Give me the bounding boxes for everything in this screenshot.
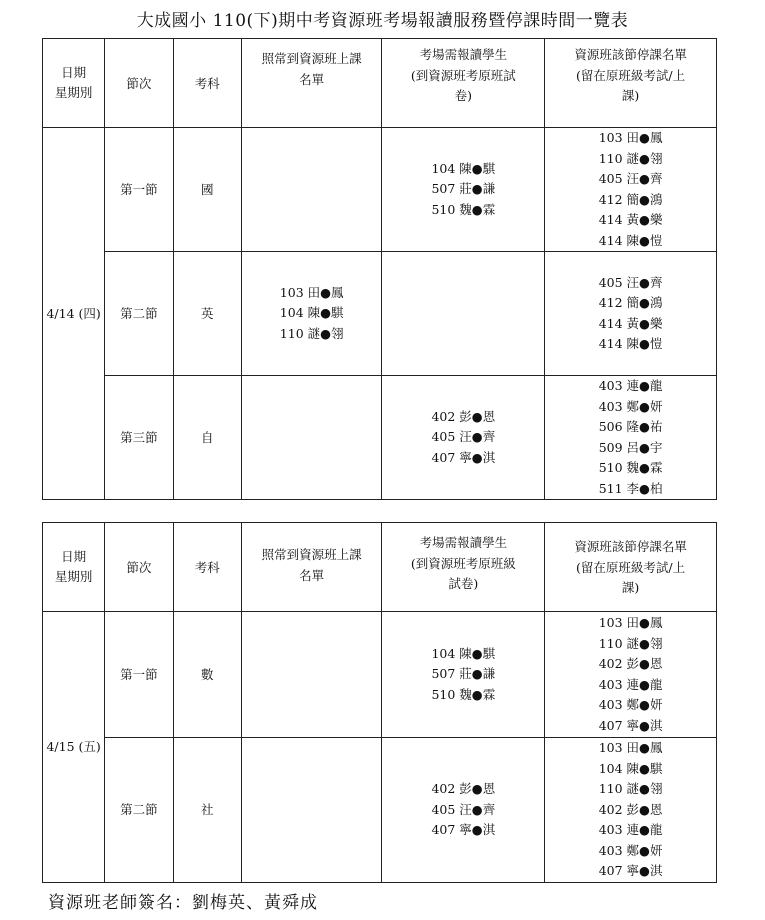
header-row (43, 39, 717, 128)
header-regular-lines (245, 49, 379, 90)
schedule-table-day2 (42, 522, 717, 883)
table-row (43, 738, 717, 883)
period-cell: 第一節 (105, 612, 173, 738)
header-regular (241, 39, 382, 128)
list-item: 402 彭●恩 (431, 781, 496, 796)
list-item: 407 寧●淇 (431, 449, 496, 465)
list-item: 403 鄭●妍 (598, 842, 663, 858)
period-cell: 第三節 (105, 376, 173, 500)
subject-cell: 英 (173, 252, 241, 376)
list-item: 104 陳●騏 (431, 645, 496, 661)
list-item: 104 陳●騏 (279, 305, 344, 321)
list-item: 412 簡●鴻 (598, 295, 663, 310)
list-item: 星期別 (54, 569, 93, 584)
list-item: 507 莊●謙 (431, 666, 496, 682)
list-item: 403 連●龍 (598, 378, 663, 393)
list-item: 402 彭●恩 (431, 408, 496, 424)
header-date-lines (46, 547, 101, 588)
header-date-lines (46, 63, 101, 104)
list-item: 照常到資源班上課 (261, 51, 362, 66)
header-stop (545, 39, 717, 128)
list-item: 405 汪●齊 (431, 429, 496, 445)
list-item: 407 寧●淇 (598, 863, 663, 878)
list-item: (到資源班考原班級 (410, 555, 516, 571)
list-item: 509 呂●宇 (598, 439, 663, 455)
header-reading (382, 39, 545, 128)
reading-list (382, 128, 545, 252)
list-item: 103 田●鳳 (598, 130, 663, 145)
subject-cell: 國 (173, 128, 241, 252)
list-item: 103 田●鳳 (279, 284, 344, 300)
weekday-value: (五) (78, 739, 101, 755)
table-row (43, 376, 717, 500)
stop-list (545, 376, 717, 500)
list-item: 407 寧●淇 (598, 717, 663, 733)
list-item: 510 魏●霖 (431, 686, 496, 702)
list-item: 課) (621, 580, 640, 595)
stop-list (545, 128, 717, 252)
stop-list (545, 252, 717, 376)
header-row (43, 523, 717, 612)
date-value: 4/15 (46, 739, 75, 755)
reading-list (382, 376, 545, 500)
header-regular-lines (245, 545, 379, 586)
reading-list (382, 252, 545, 376)
regular-list (241, 738, 382, 883)
list-item: 照常到資源班上課 (261, 547, 362, 562)
list-item: 星期別 (54, 85, 93, 100)
header-date (43, 523, 105, 612)
list-item: 卷) (454, 88, 473, 103)
regular-list (241, 252, 382, 376)
header-date (43, 39, 105, 128)
list-item: 414 黃●樂 (598, 212, 663, 227)
list-item: 510 魏●霖 (598, 460, 663, 475)
reading-list (382, 738, 545, 883)
list-item: 資源班該節停課名單 (574, 539, 687, 554)
list-item: 110 謎●翎 (279, 325, 344, 341)
list-item: 506 隆●祐 (598, 419, 663, 434)
schedule-table-day1 (42, 38, 717, 500)
list-item: (到資源班考原班試 (410, 67, 516, 83)
period-cell: 第二節 (105, 252, 173, 376)
list-item: 日期 (61, 64, 87, 80)
period-cell: 第一節 (105, 128, 173, 252)
list-item: 110 謎●翎 (598, 781, 663, 796)
header-reading-lines (385, 45, 541, 107)
header-subject: 考科 (173, 39, 241, 128)
list-item: 510 魏●霖 (431, 201, 496, 217)
list-item: 考場需報讀學生 (419, 47, 508, 62)
regular-list (241, 128, 382, 252)
period-cell: 第二節 (105, 738, 173, 883)
header-stop-lines (548, 45, 713, 107)
list-item: 507 莊●謙 (431, 181, 496, 197)
table-row (43, 128, 717, 252)
header-period: 節次 (105, 39, 173, 128)
list-item: 考場需報讀學生 (419, 535, 508, 550)
table-row (43, 612, 717, 738)
teacher-signature: 資源班老師簽名：劉梅英、黃舜成 (48, 893, 318, 913)
date-cell (43, 612, 105, 883)
header-stop-lines (548, 537, 713, 599)
list-item: 103 田●鳳 (598, 615, 663, 630)
list-item: 412 簡●鴻 (598, 191, 663, 207)
table-row (43, 252, 717, 376)
list-item: 405 汪●齊 (431, 801, 496, 817)
list-item: 414 黃●樂 (598, 315, 663, 331)
list-item: 403 鄭●妍 (598, 398, 663, 414)
list-item: 104 陳●騏 (431, 160, 496, 176)
list-item: 名單 (299, 567, 325, 583)
date-cell (43, 128, 105, 500)
list-item: 403 連●龍 (598, 822, 663, 837)
list-item: 405 汪●齊 (598, 274, 663, 290)
list-item: 資源班該節停課名單 (574, 47, 687, 62)
stop-list (545, 612, 717, 738)
document-title: 大成國小 110(下)期中考資源班考場報讀服務暨停課時間一覽表 (136, 11, 629, 31)
list-item: 414 陳●愷 (598, 336, 663, 351)
list-item: (留在原班級考試/上 (576, 67, 686, 83)
header-reading-lines (385, 533, 541, 595)
header-stop (545, 523, 717, 612)
list-item: 407 寧●淇 (431, 822, 496, 837)
list-item: 試卷) (448, 576, 479, 591)
list-item: 414 陳●愷 (598, 232, 663, 248)
stop-list (545, 738, 717, 883)
subject-cell: 自 (173, 376, 241, 500)
list-item: 名單 (299, 71, 325, 87)
list-item: 403 連●龍 (598, 676, 663, 692)
regular-list (241, 376, 382, 500)
list-item: 511 李●柏 (598, 480, 663, 496)
header-period: 節次 (105, 523, 173, 612)
header-regular (241, 523, 382, 612)
list-item: 103 田●鳳 (598, 740, 663, 755)
list-item: 110 謎●翎 (598, 150, 663, 166)
weekday-value: (四) (78, 306, 101, 321)
date-value: 4/14 (46, 306, 75, 321)
regular-list (241, 612, 382, 738)
subject-cell: 社 (173, 738, 241, 883)
list-item: 402 彭●恩 (598, 801, 663, 817)
list-item: 403 鄭●妍 (598, 697, 663, 712)
list-item: 402 彭●恩 (598, 656, 663, 671)
list-item: 課) (621, 88, 640, 103)
list-item: (留在原班級考試/上 (576, 559, 686, 575)
list-item: 104 陳●騏 (598, 760, 663, 776)
reading-list (382, 612, 545, 738)
header-reading (382, 523, 545, 612)
list-item: 110 謎●翎 (598, 635, 663, 651)
list-item: 405 汪●齊 (598, 171, 663, 186)
header-subject: 考科 (173, 523, 241, 612)
subject-cell: 數 (173, 612, 241, 738)
list-item: 日期 (61, 548, 87, 564)
